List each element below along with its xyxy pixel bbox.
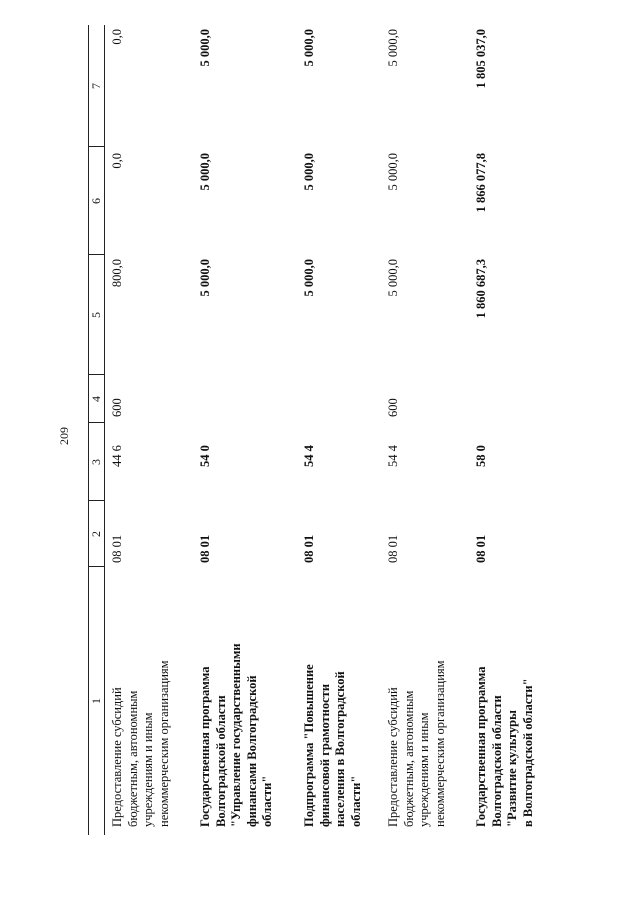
row-3-amount-3: 5 000,0 [302,29,316,67]
row-5-amount-1: 1 860 687,3 [474,259,488,319]
row-3-name: Подпрограмма "Повышение финансовой грамотности населения в Волгоградской области" [302,664,363,827]
row-5-section: 08 01 [474,534,488,563]
budget-table [88,25,550,835]
column-header-amount-3: 7 [89,83,103,89]
row-1-amount-2: 0,0 [110,153,124,169]
row-1-name: Предоставление субсидий бюджетным, автономным учреждениям и иным некоммерческим организациям [110,660,171,827]
row-5-name: Государственная программа Волгоградской области "Развитие культуры в Волгоградской области" [474,666,535,827]
row-3-target: 54 4 [302,445,316,467]
row-4-amount-1: 5 000,0 [386,259,400,297]
row-4-amount-2: 5 000,0 [386,153,400,191]
row-4-expense-type: 600 [386,398,400,417]
row-5-target: 58 0 [474,445,488,467]
row-2-amount-2: 5 000,0 [198,153,212,191]
column-header-amount-1: 5 [89,312,103,318]
column-header-name: 1 [89,698,103,704]
row-4-target: 54 4 [386,445,400,467]
column-header-expense-type: 4 [89,396,103,402]
row-1-expense-type: 600 [110,398,124,417]
column-header-section: 2 [89,531,103,537]
row-4-section: 08 01 [386,534,400,563]
row-1-section: 08 01 [110,534,124,563]
row-5-amount-3: 1 805 037,0 [474,29,488,89]
row-3-amount-2: 5 000,0 [302,153,316,191]
row-2-amount-1: 5 000,0 [198,259,212,297]
column-header-amount-2: 6 [89,198,103,204]
column-header-target: 3 [89,459,103,465]
page-number: 209 [57,427,71,445]
row-2-name: Государственная программа Волгоградской области "Управление государственными финансами Волгоградской области" [198,643,274,827]
row-3-section: 08 01 [302,534,316,563]
row-1-target: 44 6 [110,445,124,467]
row-3-amount-1: 5 000,0 [302,259,316,297]
row-4-name: Предоставление субсидий бюджетным, автономным учреждениям и иным некоммерческим организациям [386,660,447,827]
row-1-amount-1: 800,0 [110,259,124,288]
row-1-amount-3: 0,0 [110,29,124,45]
header-bottom-border [104,25,105,835]
row-4-amount-3: 5 000,0 [386,29,400,67]
row-2-amount-3: 5 000,0 [198,29,212,67]
row-2-target: 54 0 [198,445,212,467]
row-5-amount-2: 1 866 077,8 [474,153,488,213]
row-2-section: 08 01 [198,534,212,563]
